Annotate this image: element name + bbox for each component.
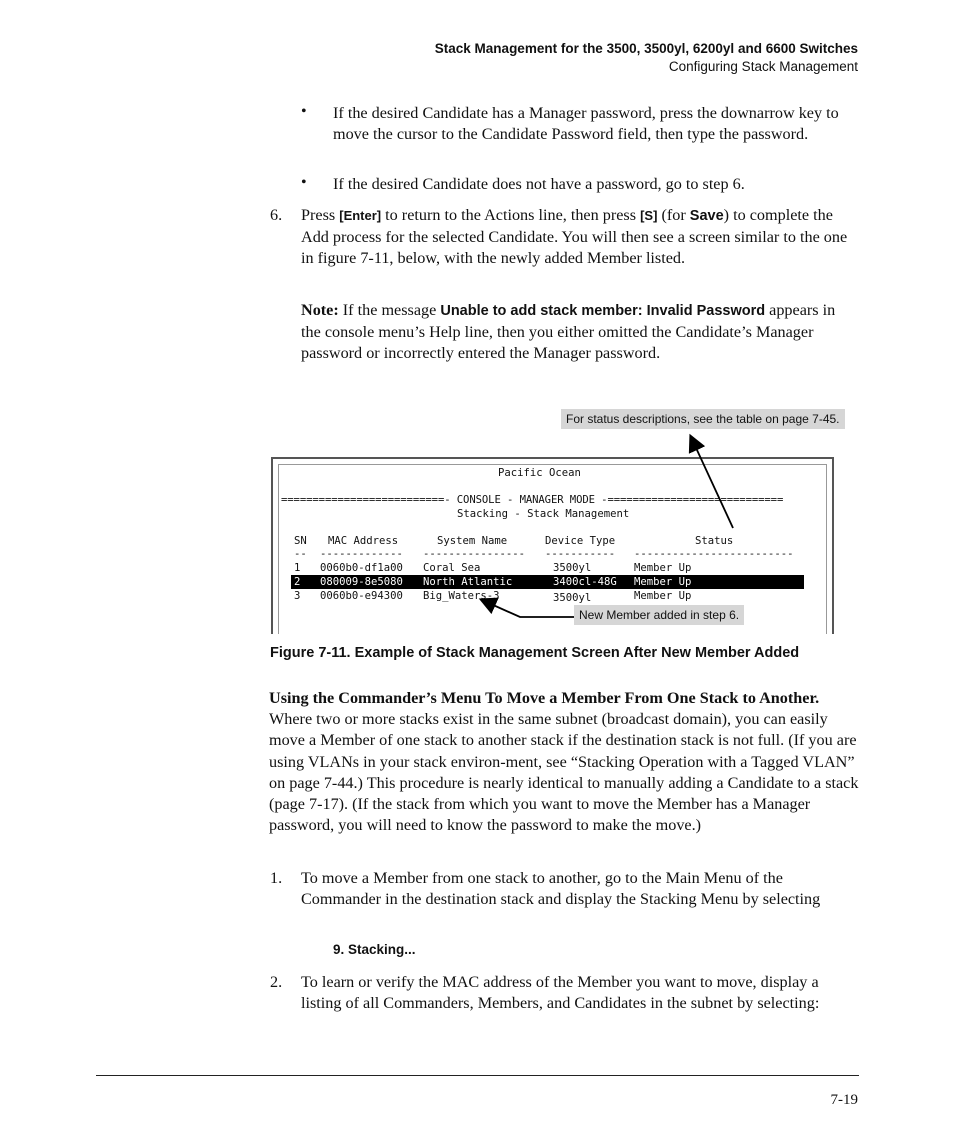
col-sn: SN <box>294 535 307 547</box>
step-text: To learn or verify the MAC address of the Member you want to move, display a listing of all Commanders, Members, and Candidates in the subnet by selecting: <box>301 973 820 1013</box>
col-divider: ---------------- <box>423 548 526 560</box>
step-text: To move a Member from one stack to another, go to the Main Menu of the Commander in the destination stack and display the Stacking Menu by selecting <box>301 869 821 909</box>
key-save: Save <box>689 208 724 224</box>
table-cell: 3 <box>294 590 301 602</box>
step-number: 6. <box>270 206 283 224</box>
table-cell: 3500yl <box>553 592 592 604</box>
col-status: Status <box>695 535 734 547</box>
col-divider: -- <box>294 548 307 560</box>
section-heading: Using the Commander’s Menu To Move a Member From One Stack to Another. <box>269 689 820 707</box>
bullet-text: If the desired Candidate does not have a password, go to step 6. <box>333 175 745 193</box>
text-run: appears in the console menu’s Help line, then you either omitted the Candidate’s Manager password or incorrectly entered the Manager password. <box>301 301 836 363</box>
text-run: to return to the Actions line, then press <box>381 206 641 224</box>
running-header-subtitle: Configuring Stack Management <box>668 59 858 74</box>
table-cell: North Atlantic <box>423 576 513 588</box>
page-number: 7-19 <box>830 1092 858 1108</box>
status-callout-arrow <box>691 437 733 528</box>
table-cell: 0060b0-e94300 <box>320 590 403 602</box>
bullet-mark: • <box>301 174 307 191</box>
new-member-callout: New Member added in step 6. <box>574 605 744 625</box>
col-mac: MAC Address <box>328 535 399 547</box>
screen-subtitle: Stacking - Stack Management <box>457 508 630 520</box>
col-divider: ------------------------- <box>634 548 794 560</box>
status-callout: For status descriptions, see the table on page 7-45. <box>561 409 845 429</box>
table-cell: 3400cl-48G <box>553 576 617 588</box>
step-number: 2. <box>270 973 283 991</box>
section-body: Where two or more stacks exist in the same subnet (broadcast domain), you can easily move a Member of one stack to another stack if the destination stack is not full. (If you are using VLANs in your stack environ-ment, see “Stacking Operation with a Tagged VLAN” on page 7-44.) This procedure is nearly identical to manually adding a Candidate to a stack (page 7-17). (If the stack from which you want to move the Member has a Manager password, you will need to know the password to make the move.) <box>269 710 859 835</box>
bullet-text: If the desired Candidate has a Manager password, press the downarrow key to move the cursor to the Candidate Password field, then type the password. <box>333 104 839 144</box>
text-run: ) to complete the Add process for the selected Candidate. You will then see a screen similar to the one in figure 7-11, below, with the newly added Member listed. <box>301 206 848 268</box>
footer-rule <box>96 1075 859 1076</box>
table-cell: Member Up <box>634 562 692 574</box>
table-cell: 3500yl <box>553 562 592 574</box>
running-header-title: Stack Management for the 3500, 3500yl, 6200yl and 6600 Switches <box>434 41 858 56</box>
screen-title: Pacific Ocean <box>498 467 581 479</box>
key-enter: [Enter] <box>339 208 382 223</box>
col-type: Device Type <box>545 535 616 547</box>
text-run: Press <box>301 206 340 224</box>
section-paragraph <box>269 688 859 836</box>
table-cell: Big_Waters-3 <box>423 590 500 602</box>
col-divider: ------------- <box>320 548 403 560</box>
text-run: (for <box>657 206 690 224</box>
error-message: Unable to add stack member: Invalid Password <box>440 303 766 319</box>
note-label: Note: <box>301 301 339 319</box>
step-number: 1. <box>270 869 283 887</box>
table-cell: 2 <box>294 576 301 588</box>
table-cell: 1 <box>294 562 301 574</box>
menu-item: 9. Stacking... <box>333 942 416 957</box>
text-run: If the message <box>338 301 441 319</box>
screen-banner: ==========================- CONSOLE - MANAGER MODE -============================ <box>281 494 784 506</box>
col-name: System Name <box>437 535 508 547</box>
member-callout-arrow <box>482 600 574 617</box>
key-s: [S] <box>640 208 658 223</box>
figure-caption: Figure 7-11. Example of Stack Management Screen After New Member Added <box>270 645 800 661</box>
table-cell: 080009-8e5080 <box>320 576 403 588</box>
table-cell: Member Up <box>634 590 692 602</box>
col-divider: ----------- <box>545 548 616 560</box>
table-cell: Coral Sea <box>423 562 481 574</box>
bullet-mark: • <box>301 103 307 120</box>
table-cell: Member Up <box>634 576 692 588</box>
table-cell: 0060b0-df1a00 <box>320 562 403 574</box>
